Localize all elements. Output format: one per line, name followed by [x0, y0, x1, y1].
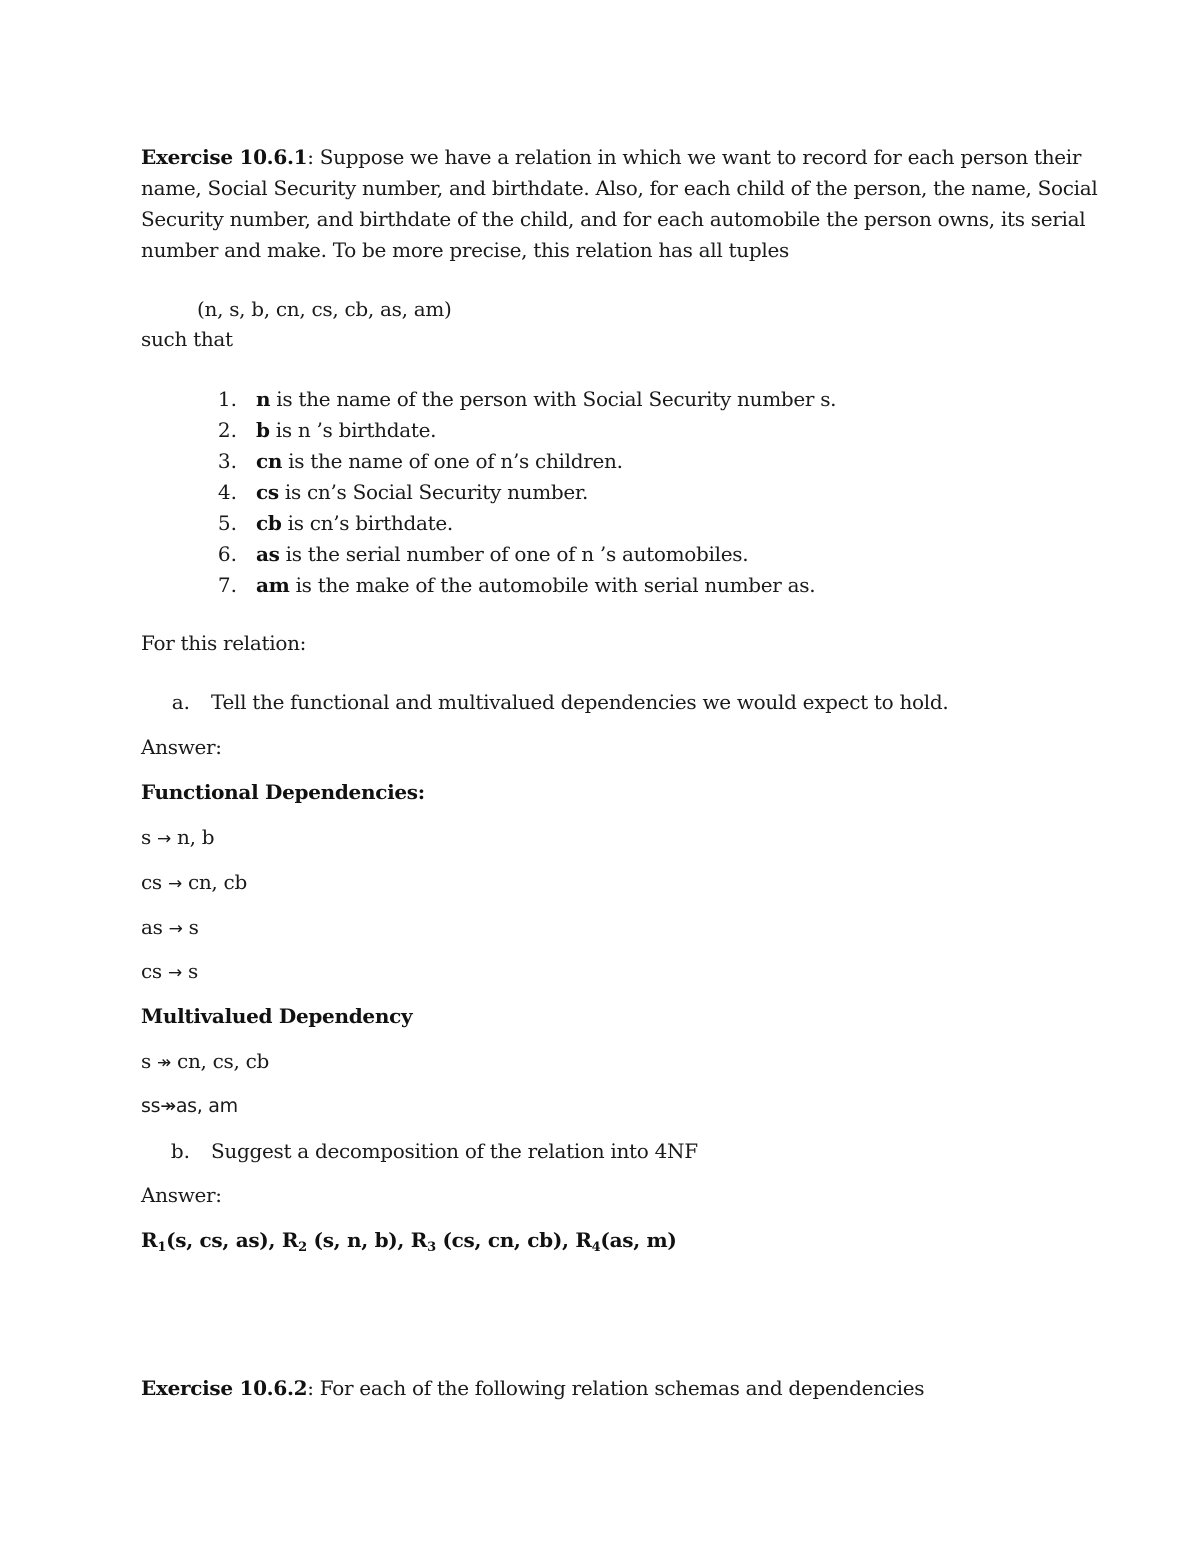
- mvd-heading: Multivalued Dependency: [141, 1004, 413, 1028]
- part-b-text: Suggest a decomposition of the relation into 4NF: [211, 1139, 698, 1163]
- double-arrow-icon: ↠: [157, 1053, 171, 1073]
- list-item-number: 5.: [217, 511, 237, 535]
- fd-row: s → n, b: [141, 825, 215, 849]
- fd-row: cs → s: [141, 959, 198, 983]
- part-b-letter: b.: [170, 1139, 190, 1163]
- exercise-1-text: Suppose we have a relation in which we want to record for each person their: [319, 145, 1082, 169]
- fd-heading: Functional Dependencies:: [141, 780, 425, 804]
- fd-row: cs → cn, cb: [141, 870, 247, 894]
- fd-row: as → s: [141, 915, 199, 939]
- exercise-2-label: Exercise 10.6.2: [141, 1376, 308, 1400]
- exercise-1-line-2: name, Social Security number, and birthdate. Also, for each child of the person, the name, Social: [141, 176, 1098, 200]
- exercise-1-line-3: Security number, and birthdate of the child, and for each automobile the person owns, its serial: [141, 207, 1086, 231]
- list-item-number: 2.: [217, 418, 237, 442]
- list-item-number: 4.: [217, 480, 237, 504]
- list-item-number: 7.: [217, 573, 237, 597]
- mvd-row: s ↠ cn, cs, cb: [141, 1049, 270, 1073]
- arrow-icon: →: [157, 829, 171, 849]
- list-item: cb is cn’s birthdate.: [256, 511, 453, 535]
- arrow-icon: →: [167, 963, 182, 983]
- exercise-1-line-1: Exercise 10.6.1: Suppose we have a relation in which we want to record for each person their: [141, 145, 1082, 169]
- list-item-number: 3.: [217, 449, 237, 473]
- part-a-letter: a.: [171, 690, 190, 714]
- exercise-1-line-4: number and make. To be more precise, this relation has all tuples: [141, 238, 789, 262]
- list-item-number: 1.: [217, 387, 237, 411]
- list-item: am is the make of the automobile with serial number as.: [256, 573, 816, 597]
- arrow-icon: →: [167, 874, 182, 894]
- such-that: such that: [141, 327, 233, 351]
- exercise-2-text: For each of the following relation schemas and dependencies: [319, 1376, 925, 1400]
- list-item: as is the serial number of one of n ’s automobiles.: [256, 542, 749, 566]
- tuple-definition: (n, s, b, cn, cs, cb, as, am): [197, 297, 452, 321]
- decomposition: $R_1(s$, cs, as), $R_2$ (s, n, b), $R_3$ (cs, cn, cb), $R_4(as$, m): [141, 1228, 677, 1255]
- mvd-row: ss↠as, am: [141, 1095, 238, 1117]
- part-a-text: Tell the functional and multivalued dependencies we would expect to hold.: [211, 690, 949, 714]
- list-item: cs is cn’s Social Security number.: [256, 480, 589, 504]
- exercise-2-line: Exercise 10.6.2: For each of the following relation schemas and dependencies: [141, 1376, 925, 1400]
- arrow-icon: →: [168, 919, 183, 939]
- list-item: cn is the name of one of n’s children.: [256, 449, 623, 473]
- for-this-relation: For this relation:: [141, 631, 307, 655]
- list-item: n is the name of the person with Social Security number s.: [256, 387, 837, 411]
- exercise-1-label: Exercise 10.6.1: [141, 145, 308, 169]
- double-arrow-icon: ↠: [160, 1095, 176, 1117]
- list-item: b is n ’s birthdate.: [256, 418, 437, 442]
- list-item-number: 6.: [217, 542, 237, 566]
- answer-label-a: Answer:: [141, 735, 222, 759]
- answer-label-b: Answer:: [141, 1183, 222, 1207]
